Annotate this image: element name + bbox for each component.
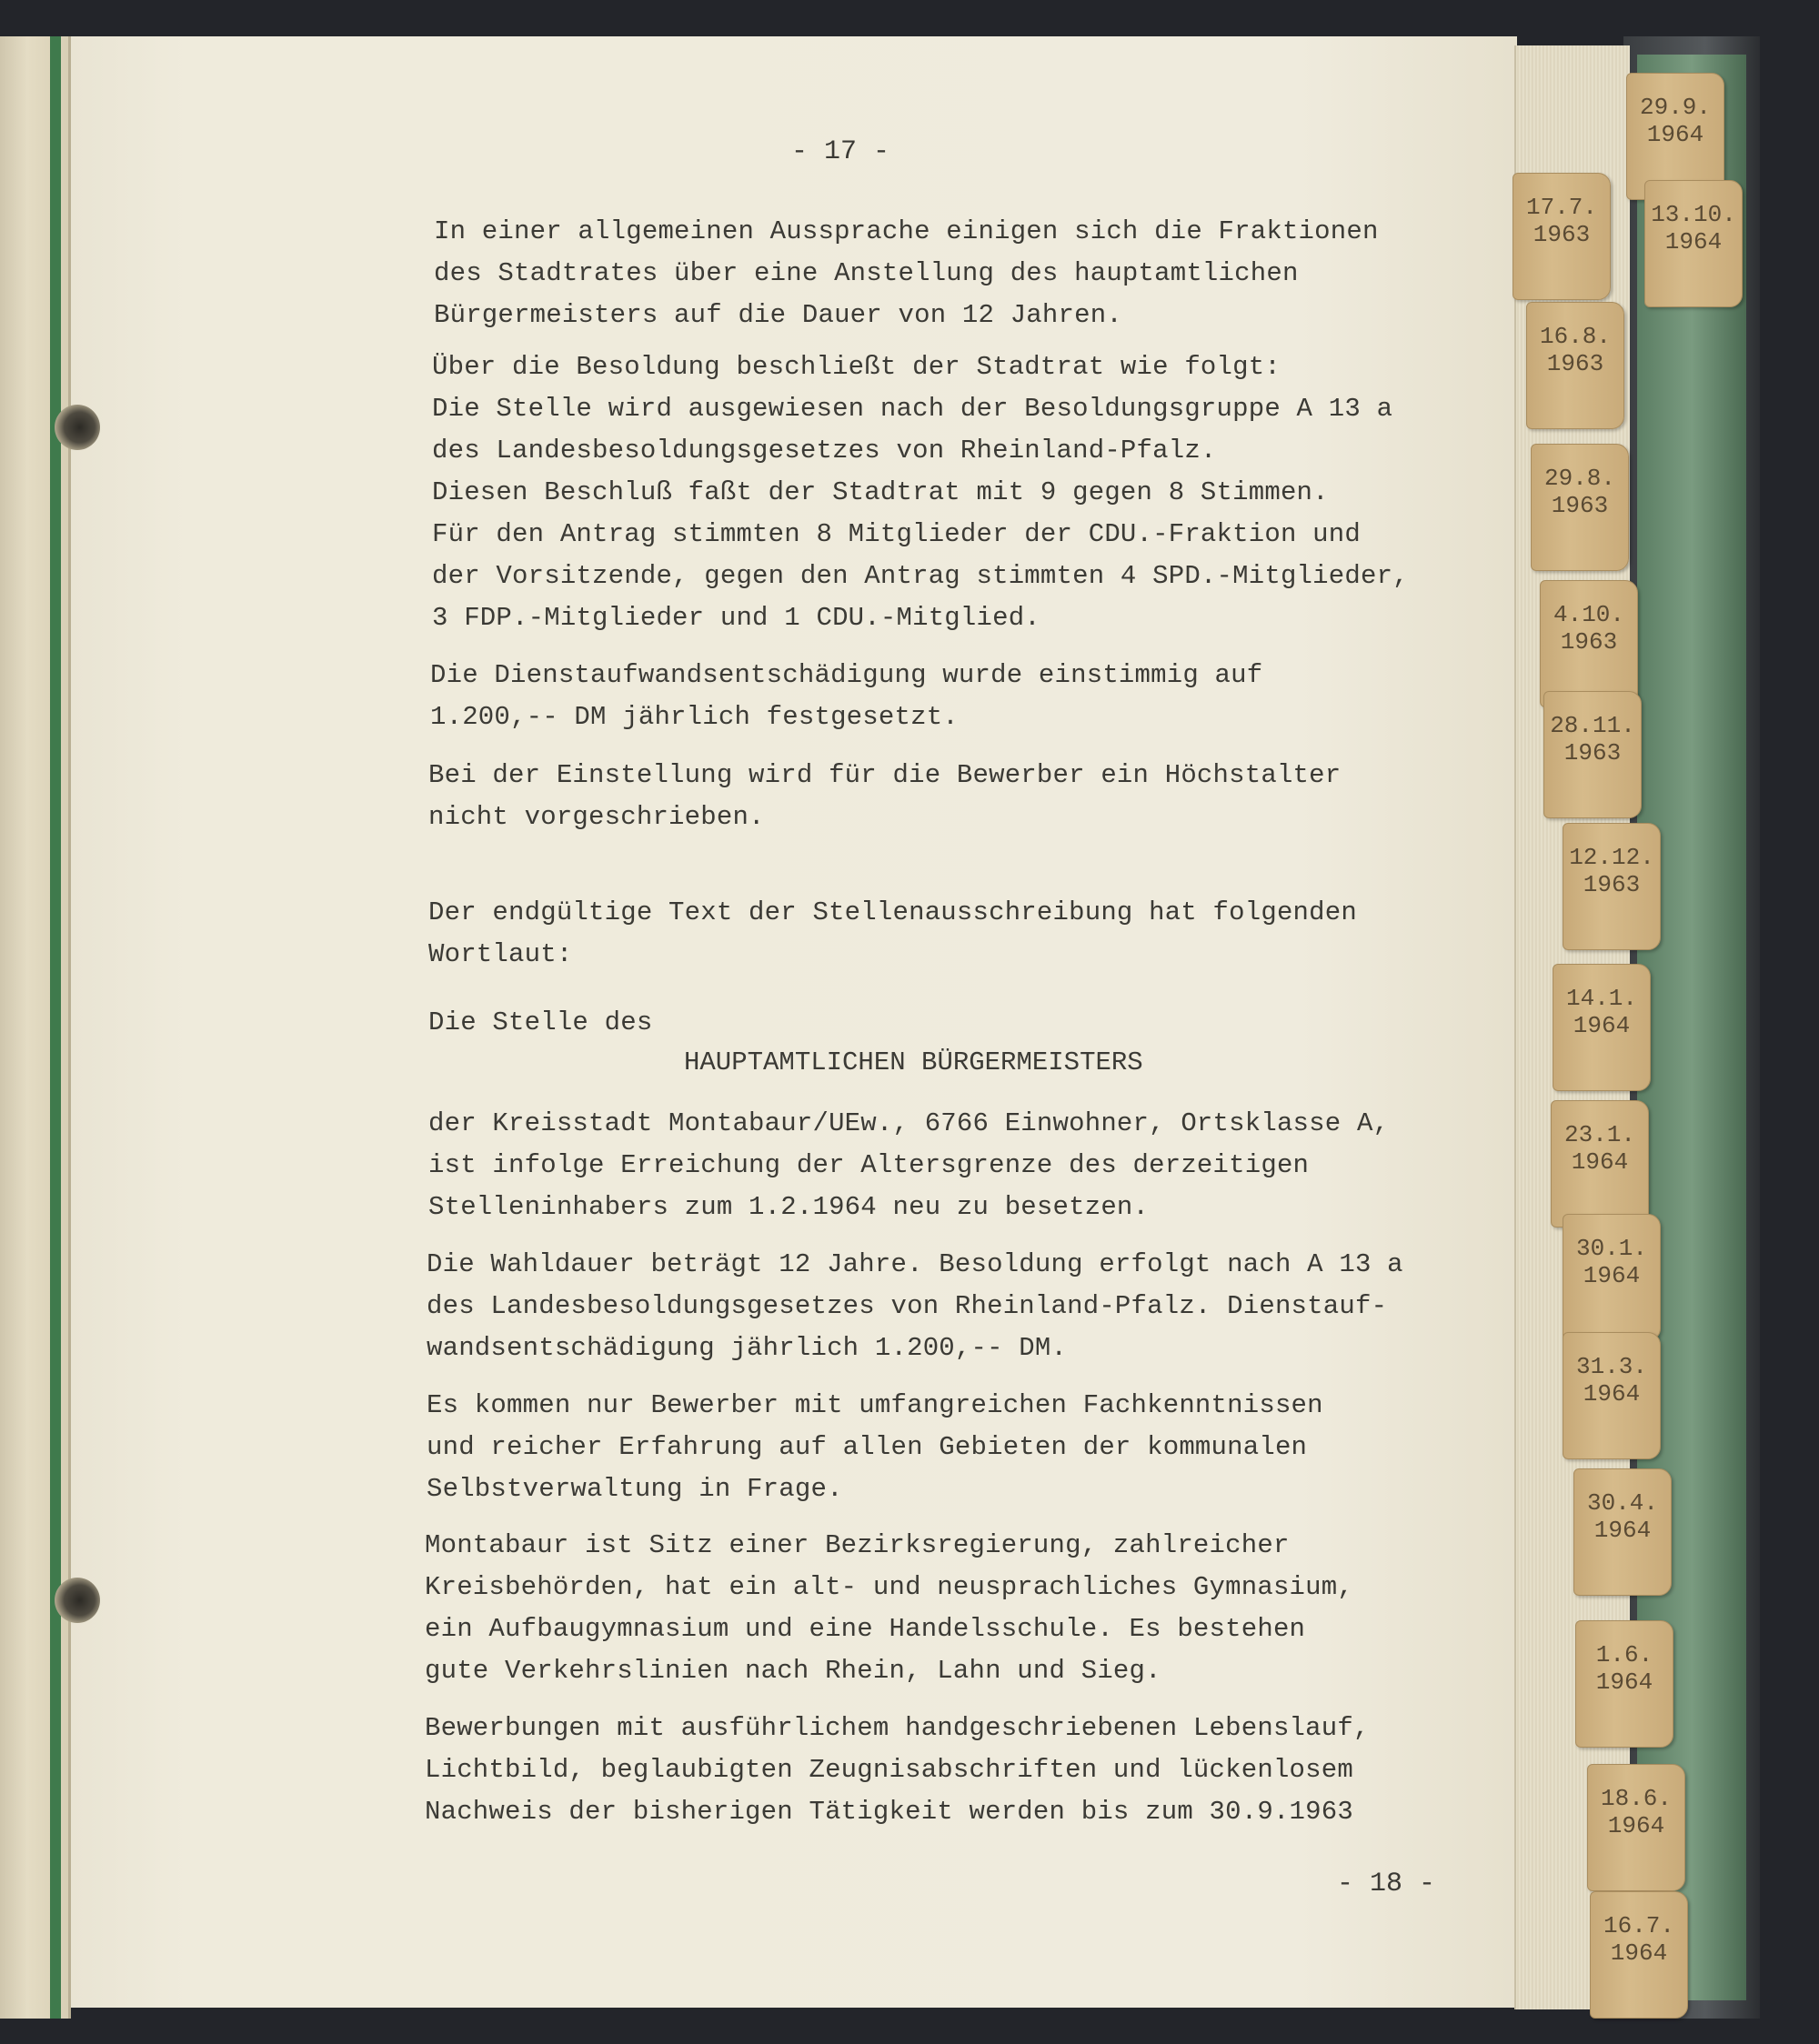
paragraph-2: Über die Besoldung beschließt der Stadtrat wie folgt: Die Stelle wird ausgewiesen nach der Besoldungsgruppe A 13 a des Landesbesoldungsgesetzes von Rheinland-Pfalz. Diesen Beschluß faßt der Stadtrat mit 9 gegen 8 Stimmen. Für den Antrag stimmten 8 Mitglieder der CDU.-Fraktion und der Vorsitzende, gegen den Antrag stimmten 4 SPD.-Mitglieder, 3 FDP.-Mitglieder und 1 CDU.-Mitglied. xyxy=(432,352,1409,633)
punch-hole-top xyxy=(55,405,100,450)
paragraph-10: Montabaur ist Sitz einer Bezirksregierung, zahlreicher Kreisbehörden, hat ein alt- und neusprachliches Gymnasium, ein Aufbaugymnasium und eine Handelsschule. Es bestehen gute Verkehrslinien nach Rhein, Lahn und Sieg. xyxy=(425,1530,1353,1686)
paragraph-1: In einer allgemeinen Aussprache einigen sich die Fraktionen des Stadtrates über eine Anstellung des hauptamtlichen Bürgermeisters auf die Dauer von 12 Jahren. xyxy=(434,216,1379,330)
paragraph-5: Der endgültige Text der Stellenausschreibung hat folgenden Wortlaut: xyxy=(428,897,1357,969)
page-number-footer: - 18 - xyxy=(1337,1869,1436,1899)
index-tab[interactable]: 30.1. 1964 xyxy=(1563,1214,1661,1341)
index-tab[interactable]: 28.11. 1963 xyxy=(1543,691,1642,818)
index-tab[interactable]: 14.1. 1964 xyxy=(1553,964,1651,1091)
index-tab[interactable]: 1.6. 1964 xyxy=(1575,1620,1673,1748)
index-tab[interactable]: 18.6. 1964 xyxy=(1587,1764,1685,1891)
binder-spine-strip xyxy=(50,36,61,2019)
punch-hole-bottom xyxy=(55,1578,100,1623)
paragraph-9: Es kommen nur Bewerber mit umfangreichen Fachkenntnissen und reicher Erfahrung auf allen Gebieten der kommunalen Selbstverwaltung in Frage. xyxy=(427,1390,1323,1504)
centered-title: HAUPTAMTLICHEN BÜRGERMEISTERS xyxy=(684,1047,1143,1077)
index-tab[interactable]: 31.3. 1964 xyxy=(1563,1332,1661,1459)
index-tab[interactable]: 16.7. 1964 xyxy=(1590,1891,1688,2019)
page-number-header: - 17 - xyxy=(791,136,890,167)
index-tab[interactable]: 17.7. 1963 xyxy=(1512,173,1611,300)
index-tab[interactable]: 16.8. 1963 xyxy=(1526,302,1624,429)
paragraph-4: Bei der Einstellung wird für die Bewerber ein Höchstalter nicht vorgeschrieben. xyxy=(428,760,1342,832)
index-tab[interactable]: 30.4. 1964 xyxy=(1573,1468,1672,1596)
index-tab[interactable]: 29.8. 1963 xyxy=(1531,444,1629,571)
paragraph-6: Die Stelle des xyxy=(428,1007,653,1037)
paragraph-3: Die Dienstaufwandsentschädigung wurde einstimmig auf 1.200,-- DM jährlich festgesetzt. xyxy=(430,660,1263,732)
index-tab[interactable]: 12.12. 1963 xyxy=(1563,823,1661,950)
paragraph-8: Die Wahldauer beträgt 12 Jahre. Besoldung erfolgt nach A 13 a des Landesbesoldungsgesetzes von Rheinland-Pfalz. Dienstauf- wandsentschädigung jährlich 1.200,-- DM. xyxy=(427,1249,1403,1363)
paragraph-7: der Kreisstadt Montabaur/UEw., 6766 Einwohner, Ortsklasse A, ist infolge Erreichung der Altersgrenze des derzeitigen Stelleninhabers zum 1.2.1964 neu zu besetzen. xyxy=(428,1108,1390,1222)
index-tab[interactable]: 23.1. 1964 xyxy=(1551,1100,1649,1227)
index-tab[interactable]: 13.10. 1964 xyxy=(1644,180,1743,307)
index-tab[interactable]: 4.10. 1963 xyxy=(1540,580,1638,707)
index-tab[interactable]: 29.9. 1964 xyxy=(1626,73,1724,200)
paragraph-11: Bewerbungen mit ausführlichem handgeschriebenen Lebenslauf, Lichtbild, beglaubigten Zeugnisabschriften und lückenlosem Nachweis der bisherigen Tätigkeit werden bis zum 30.9.1963 xyxy=(425,1713,1370,1827)
